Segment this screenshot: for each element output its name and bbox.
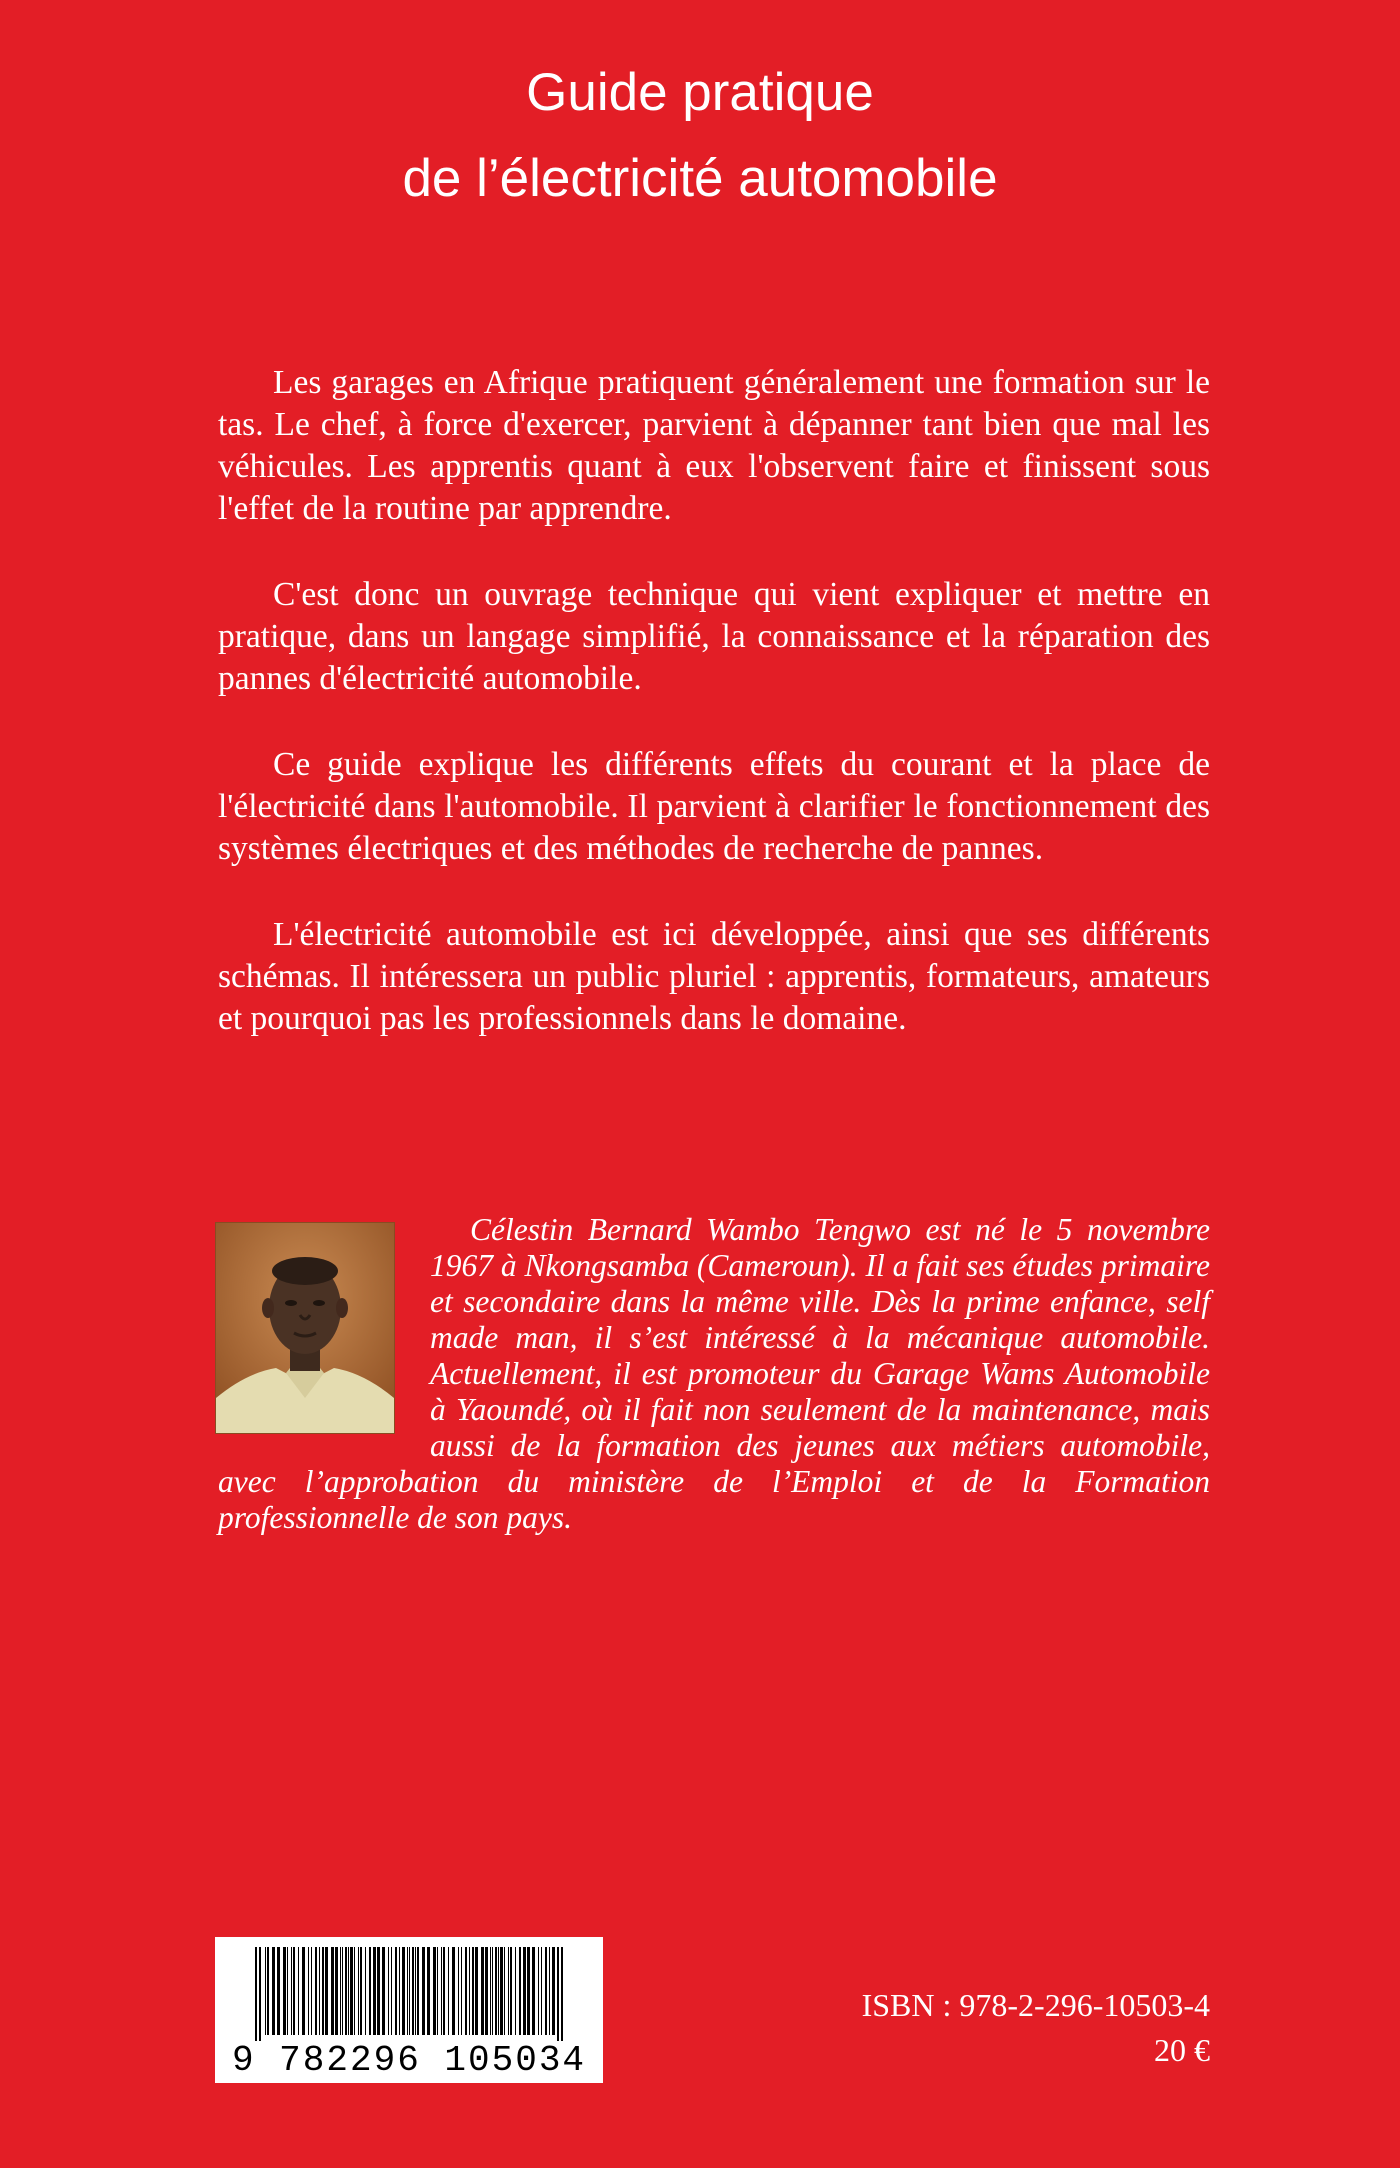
blurb-paragraph: Les garages en Afrique pratiquent généralement une formation sur le tas. Le chef, à force d'exercer, parvient à dépanner tant bien que mal les véhicules. Les apprentis quant à eux l'observent faire et finissent sous l'effet de la routine par apprendre. [218, 364, 1210, 527]
barcode-bar [492, 1947, 493, 2035]
barcode-bar [541, 1947, 542, 2035]
barcode-bar [409, 1947, 410, 2035]
barcode-bar [382, 1947, 385, 2035]
author-photo [215, 1222, 395, 1434]
barcode-bar [415, 1947, 416, 2035]
barcode-bar [461, 1947, 462, 2035]
barcode-bar [472, 1947, 474, 2035]
barcode-bar [549, 1947, 550, 2035]
blurb-paragraph: C'est donc un ouvrage technique qui vient expliquer et mettre en pratique, dans un langage simplifié, la connaissance et la réparation des pannes d'électricité automobile. [218, 576, 1210, 697]
barcode-bar [523, 1947, 526, 2035]
barcode-bar [291, 1947, 292, 2035]
barcode-digits: 9 782296 105034 [231, 2040, 587, 2081]
author-bio-text: Célestin Bernard Wambo Tengwo est né le 5 novembre 1967 à Nkongsamba (Cameroun). Il a fait ses études primaire et secondaire dans la même ville. Dès la prime enfance, self made man, il s’est intéressé à la mécanique automobile. Actuellement, il est promoteur du Garage Wams Automobile à Yaoundé, où il fait non seulement de la maintenance, mais aussi de la formation des jeunes aux métiers automobile, avec l’approbation du ministère de l’Emploi et de la Formation professionnelle de son pays. [218, 1212, 1210, 1535]
barcode-bar [345, 1947, 347, 2035]
barcode-bar [519, 1947, 521, 2035]
barcode-bar [515, 1947, 516, 2035]
barcode-bar [407, 1947, 408, 2035]
barcode-bar [417, 1947, 419, 2035]
book-title [0, 50, 1400, 222]
barcode-bar [395, 1947, 397, 2035]
barcode-bar [348, 1947, 349, 2035]
barcode-bar [360, 1947, 362, 2035]
barcode-bar [481, 1947, 484, 2035]
barcode-bar [437, 1947, 438, 2035]
barcode-bar [498, 1947, 499, 2035]
barcode-bar [545, 1947, 547, 2035]
barcode-bar [354, 1947, 355, 2035]
barcode-bar [315, 1947, 317, 2035]
barcode-bar [465, 1947, 467, 2035]
barcode-bar [331, 1947, 334, 2035]
blurb-paragraph: L'électricité automobile est ici développée, ainsi que ses différents schémas. Il intéressera un public pluriel : apprentis, formateurs, amateurs et pourquoi pas les professionnels dans le domaine. [218, 916, 1210, 1037]
barcode-bar [532, 1947, 535, 2035]
barcode-bar [319, 1947, 320, 2035]
barcode-bar [287, 1947, 288, 2035]
barcode-bar [399, 1947, 400, 2035]
barcode-bar [350, 1947, 353, 2035]
barcode-bar [422, 1947, 425, 2035]
barcode-bar [365, 1947, 366, 2035]
price: 20 € [1154, 2032, 1210, 2068]
blurb-paragraph: Ce guide explique les différents effets du courant et la place de l'électricité dans l'automobile. Il parvient à clarifier le fonctionnement des systèmes électriques et des méthodes de recherche de pannes. [218, 746, 1210, 867]
barcode-bar [267, 1947, 269, 2035]
barcode-bar [490, 1947, 491, 2035]
barcode-bar [302, 1947, 305, 2035]
barcode-bar [272, 1947, 275, 2035]
barcode-guard-bar [561, 1947, 563, 2041]
barcode-bar [335, 1947, 338, 2035]
barcode-guard-bar [557, 1947, 559, 2041]
barcode-bar [369, 1947, 371, 2035]
barcode-bar [552, 1947, 555, 2035]
barcode-bar [311, 1947, 312, 2035]
isbn-number: ISBN : 978-2-296-10503-4 [861, 1987, 1210, 2023]
barcode-bar [475, 1947, 478, 2035]
barcode-bar [283, 1947, 286, 2035]
barcode-bar [508, 1947, 509, 2035]
barcode-bar [452, 1947, 455, 2035]
barcode-bar [538, 1947, 539, 2035]
barcode-bar [485, 1947, 488, 2035]
barcode-bar [265, 1947, 266, 2035]
barcode-bar [441, 1947, 442, 2035]
barcode-bar [322, 1947, 324, 2035]
barcode-bar [342, 1947, 343, 2035]
barcode-bar [391, 1947, 392, 2035]
barcode-bar [340, 1947, 341, 2035]
barcode-bar [402, 1947, 405, 2035]
barcode-bar [377, 1947, 380, 2035]
book-title-line-1: Guide pratique [526, 63, 874, 122]
barcode-bar [458, 1947, 459, 2035]
barcode-bar [510, 1947, 512, 2035]
barcode-bar [448, 1947, 449, 2035]
barcode-bar [443, 1947, 445, 2035]
barcode-bar [504, 1947, 505, 2035]
barcode-bar [325, 1947, 328, 2035]
barcode-bar [500, 1947, 503, 2035]
barcode-bar [495, 1947, 497, 2035]
barcode-guard-bar [255, 1947, 257, 2041]
barcode-bar [308, 1947, 309, 2035]
barcode-bar [433, 1947, 436, 2035]
book-title-line-2: de l’électricité automobile [402, 149, 998, 208]
barcode-bar [373, 1947, 376, 2035]
barcode-bar [469, 1947, 470, 2035]
barcode-bar [388, 1947, 389, 2035]
barcode-bar [277, 1947, 280, 2035]
barcode-bar [358, 1947, 359, 2035]
barcode-bar [412, 1947, 414, 2035]
author-portrait-image [216, 1223, 394, 1433]
back-cover-blurb [218, 362, 1210, 1084]
barcode-bars [215, 1937, 603, 2041]
barcode-bar [293, 1947, 295, 2035]
barcode-bar [427, 1947, 430, 2035]
barcode-guard-bar [259, 1947, 261, 2041]
barcode-bar [527, 1947, 530, 2035]
barcode-bar [298, 1947, 299, 2035]
isbn-barcode [215, 1937, 603, 2083]
